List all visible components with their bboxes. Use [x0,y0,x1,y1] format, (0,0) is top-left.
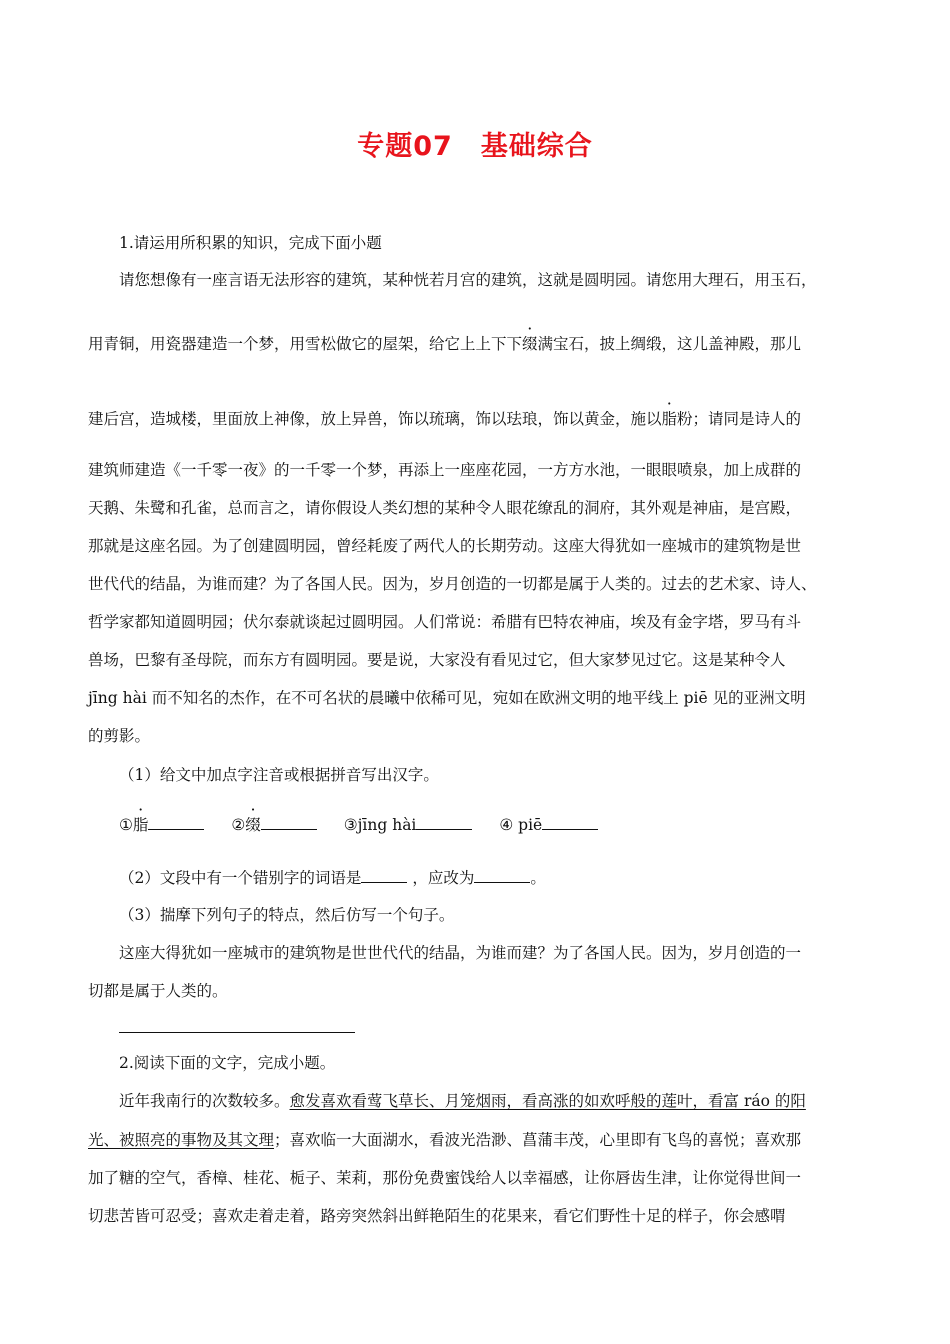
q2-paragraph-line [88,1130,801,1150]
q2-paragraph-line [119,1091,806,1111]
underlined-sentence: 愈发喜欢看莺飞草长、月笼烟雨，看高涨的如欢呼般的莲叶，看富 ráo 的阳 [289,1092,806,1110]
option-3 [344,815,473,835]
answer-blank[interactable] [361,868,407,883]
text-segment: 。 [530,869,546,887]
dotted-character: 缀 [245,816,261,834]
dotted-character: 脂 [132,816,149,834]
option-label: ③jīng hài [343,816,417,834]
text-segment: 近年我南行的次数较多。 [119,1092,290,1110]
answer-blank[interactable] [474,868,530,883]
q1-paragraph-line: 建筑师建造《一千零一夜》的一千零一个梦，再添上一座座花园，一方方水池，一眼眼喷泉，加上成群的 [88,461,802,479]
option-1 [119,815,204,835]
example-sentence-line: 切都是属于人类的。 [88,982,228,1000]
option-4 [499,815,598,835]
text-segment: 建后宫，造城楼，里面放上神像，放上异兽，饰以琉璃，饰以珐琅，饰以黄金，施以 [88,410,662,428]
answer-writing-line[interactable] [119,1032,355,1033]
text-segment: 用青铜，用瓷器建造一个梦，用雪松做它的屋架，给它上上下下 [88,335,523,353]
q1-paragraph-line [88,334,801,354]
q1-paragraph-line: 兽场，巴黎有圣母院，而东方有圆明园。要是说，大家没有看见过它，但大家梦见过它。这是某种令人 [88,651,786,669]
q1-paragraph-line: 哲学家都知道圆明园；伏尔泰就谈起过圆明园。人们常说：希腊有巴特农神庙，埃及有金字塔，罗马有斗 [88,613,802,631]
dotted-character: 缀 [522,335,538,353]
q1-paragraph-line: 那就是这座名园。为了创建圆明园，曾经耗废了两代人的长期劳动。这座大得犹如一座城市的建筑物是世 [88,537,802,555]
question-2-heading: 2.阅读下面的文字，完成小题。 [119,1054,336,1072]
page-title: 专题07 基础综合 [357,131,593,162]
text-segment: 满宝石，披上绸缎，这儿盖神殿，那儿 [537,335,802,353]
q1-paragraph-line: 的剪影。 [88,727,151,745]
sub-question-2 [119,868,546,888]
sub-question-1: （1）给文中加点字注音或根据拼音写出汉字。 [119,766,439,784]
q2-paragraph-line: 加了糖的空气，香樟、桂花、栀子、茉莉，那份免费蜜饯给人以幸福感，让你唇齿生津，让你觉得世间一 [88,1169,802,1187]
example-sentence-line: 这座大得犹如一座城市的建筑物是世世代代的结晶，为谁而建？为了各国人民。因为，岁月创造的一 [119,944,802,962]
q1-paragraph-line: 请您想像有一座言语无法形容的建筑，某种恍若月宫的建筑，这就是圆明园。请您用大理石，用玉石， [119,271,817,289]
answer-options-row [119,815,620,835]
q2-paragraph-line: 切悲苦皆可忍受；喜欢走着走着，路旁突然斜出鲜艳陌生的花果来，看它们野性十足的样子，你会感喟 [88,1207,786,1225]
answer-blank[interactable] [542,815,598,830]
option-number: ① [119,816,133,834]
q1-paragraph-line [88,409,801,429]
option-label: ④ piē [499,816,543,834]
option-2 [231,815,316,835]
question-1-heading: 1.请运用所积累的知识，完成下面小题 [119,234,382,252]
text-segment: （2）文段中有一个错别字的词语是 [119,869,362,887]
answer-blank[interactable] [261,815,317,830]
q1-paragraph-line: 天鹅、朱鹭和孔雀，总而言之，请你假设人类幻想的某种令人眼花缭乱的洞府，其外观是神庙，是宫殿， [88,499,802,517]
answer-blank[interactable] [416,815,472,830]
text-segment: ；喜欢临一大面湖水，看波光浩渺、菖蒲丰茂，心里即有飞鸟的喜悦；喜欢那 [274,1131,802,1149]
sub-question-3: （3）揣摩下列句子的特点，然后仿写一个句子。 [119,906,455,924]
text-segment: 粉；请同是诗人的 [677,410,802,428]
q1-paragraph-line: jīng hài 而不知名的杰作，在不可名状的晨曦中依稀可见，宛如在欧洲文明的地平线上 piē 见的亚洲文明 [88,689,806,707]
dotted-character: 脂 [661,410,678,428]
option-number: ② [231,816,246,834]
underlined-sentence: 光、被照亮的事物及其文理 [88,1131,275,1149]
q1-paragraph-line: 世代代的结晶，为谁而建？为了各国人民。因为，岁月创造的一切都是属于人类的。过去的艺术家、诗人、 [88,575,817,593]
text-segment: ，应改为 [412,869,475,887]
answer-blank[interactable] [148,815,204,830]
